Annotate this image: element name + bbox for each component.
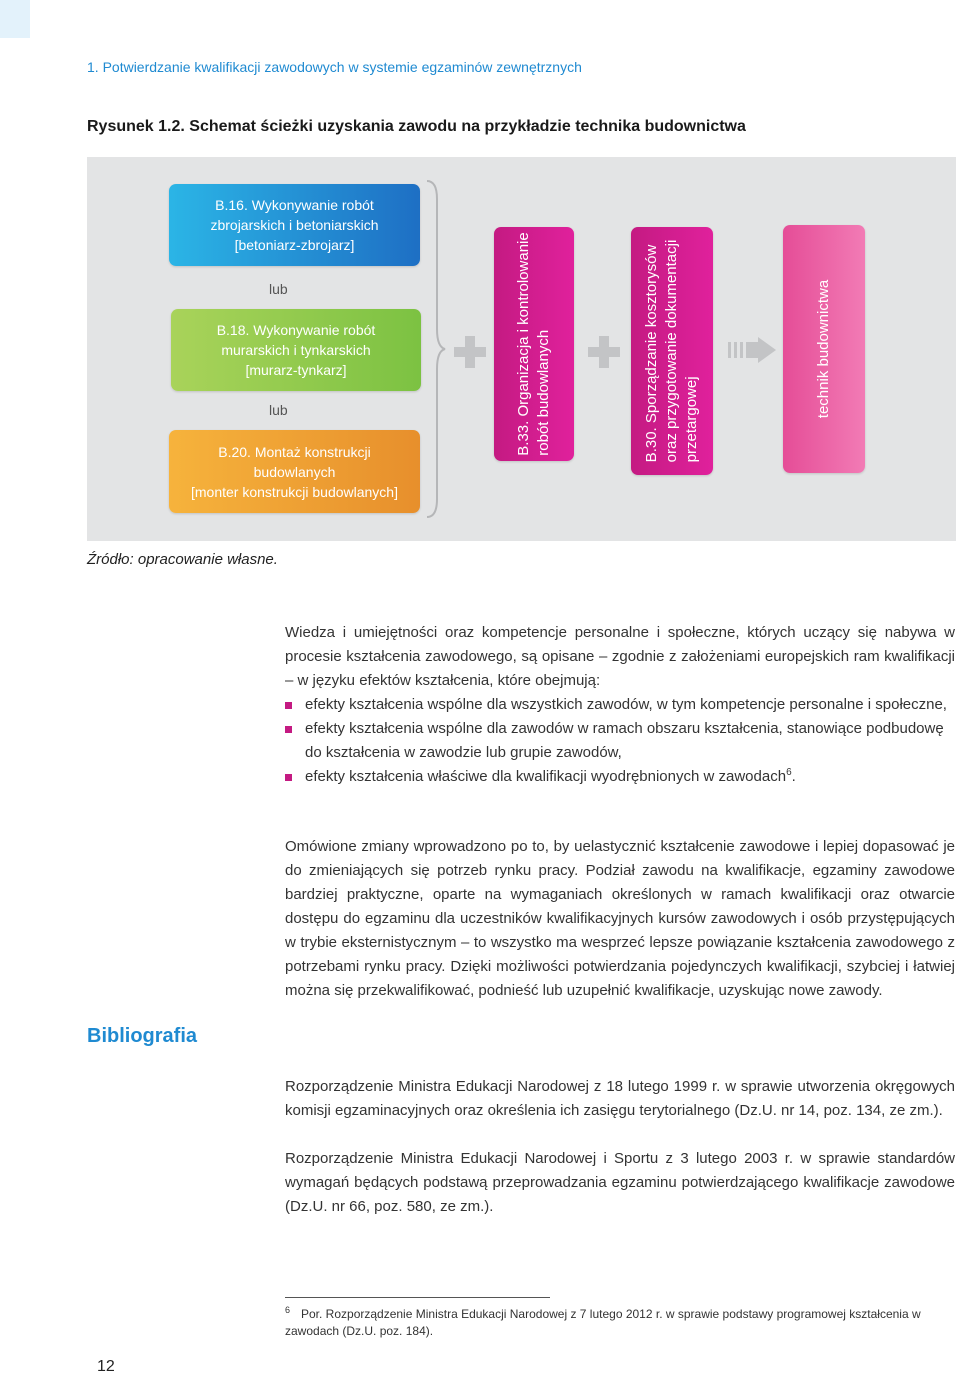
plus-icon xyxy=(454,336,486,368)
qualification-box-b16 xyxy=(169,184,420,266)
qualification-b18-label: B.18. Wykonywanie robót murarskich i tynkarskich [murarz-tynkarz] xyxy=(216,322,376,378)
list-item xyxy=(285,765,955,789)
running-head: 1. Potwierdzanie kwalifikacji zawodowych w systemie egzaminów zewnętrznych xyxy=(87,59,582,75)
profession-bar xyxy=(783,225,865,473)
or-label: lub xyxy=(269,402,288,418)
qualification-b30-label: B.30. Sporządzanie kosztorysów oraz przygotowanie dokumentacji przetargowej xyxy=(643,239,700,463)
corner-tab xyxy=(0,0,30,38)
bibliography-entry: Rozporządzenie Ministra Edukacji Narodowej i Sportu z 3 lutego 2003 r. w sprawie standardów wymagań będących podstawą przeprowadzania egzaminu potwierdzającego kwalifikacje zawodowe (Dz.U. nr 66, poz. 580, ze zm.). xyxy=(285,1150,955,1215)
list-item-end: . xyxy=(791,768,796,785)
footnote-divider xyxy=(285,1297,550,1298)
body-paragraph-2: Omówione zmiany wprowadzono po to, by uelastycznić kształcenie zawodowe i lepiej dopasować je do zmieniających się potrzeb rynku pracy. Podział zawodu na kwalifikacje, egzaminy zawodowe bardziej praktyczne, oparte na wymaganiach określonych w ramach kwalifikacji oraz otwarcie dostępu do egzaminu dla uczestników kwalifikacyjnych kursów zawodowych i osób przystępujących w trybie eksternistycznym – to wszystko ma wesprzeć lepsze powiązanie kształcenia zawodowego z potrzebami rynku pracy. Dzięki możliwości potwierdzania pojedynczych kwalifikacji, szybciej i łatwiej można się przekwalifikować, podnieść lub uzupełnić kwalifikacje, uzyskując nowe zawody. xyxy=(285,838,955,999)
list-item: efekty kształcenia wspólne dla zawodów w ramach obszaru kształcenia, stanowiące podbudowę do kształcenia w zawodzie lub grupie zawodów, xyxy=(285,717,955,765)
footnote-ref: 6 xyxy=(786,767,792,778)
qualification-bar-b33 xyxy=(494,227,574,461)
qualification-box-b20 xyxy=(169,430,420,513)
qualification-b33-label: B.33. Organizacja i kontrolowanie robót budowlanych xyxy=(515,232,552,456)
qualification-box-b18 xyxy=(171,309,421,391)
figure-title: Rysunek 1.2. Schemat ścieżki uzyskania zawodu na przykładzie technika budownictwa xyxy=(87,118,746,135)
body-paragraph-1: Wiedza i umiejętności oraz kompetencje personalne i społeczne, których uczący się nabywa w procesie kształcenia zawodowego, są opisane – zgodnie z założeniami europejskich ram kwalifikacji – w języku efektów kształcenia, które obejmują: xyxy=(285,624,955,689)
outcomes-list xyxy=(285,693,955,789)
figure-source: Źródło: opracowanie własne. xyxy=(87,551,278,568)
footnote xyxy=(285,1302,955,1340)
list-item: efekty kształcenia wspólne dla wszystkich zawodów, w tym kompetencje personalne i społeczne, xyxy=(285,693,955,717)
bibliography-entry: Rozporządzenie Ministra Edukacji Narodowej z 18 lutego 1999 r. w sprawie utworzenia okręgowych komisji egzaminacyjnych oraz określenia ich zasięgu terytorialnego (Dz.U. nr 14, poz. 134, ze zm.). xyxy=(285,1078,955,1119)
qualification-b16-label: B.16. Wykonywanie robót zbrojarskich i betoniarskich [betoniarz-zbrojarz] xyxy=(210,197,379,253)
or-label: lub xyxy=(269,281,288,297)
footnote-text: Por. Rozporządzenie Ministra Edukacji Narodowej z 7 lutego 2012 r. w sprawie podstawy programowej kształcenia w zawodach (Dz.U. poz. 184). xyxy=(285,1307,921,1338)
qualification-b20-label: B.20. Montaż konstrukcji budowlanych [monter konstrukcji budowlanych] xyxy=(191,443,398,500)
path-diagram xyxy=(87,157,956,541)
arrow-right-icon xyxy=(728,337,776,363)
page-number: 12 xyxy=(97,1358,115,1375)
curly-brace-icon xyxy=(425,179,447,519)
bibliography-heading: Bibliografia xyxy=(87,1025,198,1047)
list-item-text: efekty kształcenia właściwe dla kwalifikacji wyodrębnionych w zawodach xyxy=(305,768,787,785)
plus-icon xyxy=(588,336,620,368)
profession-label: technik budownictwa xyxy=(815,279,832,419)
qualification-bar-b30 xyxy=(631,227,713,475)
footnote-number: 6 xyxy=(285,1305,291,1315)
